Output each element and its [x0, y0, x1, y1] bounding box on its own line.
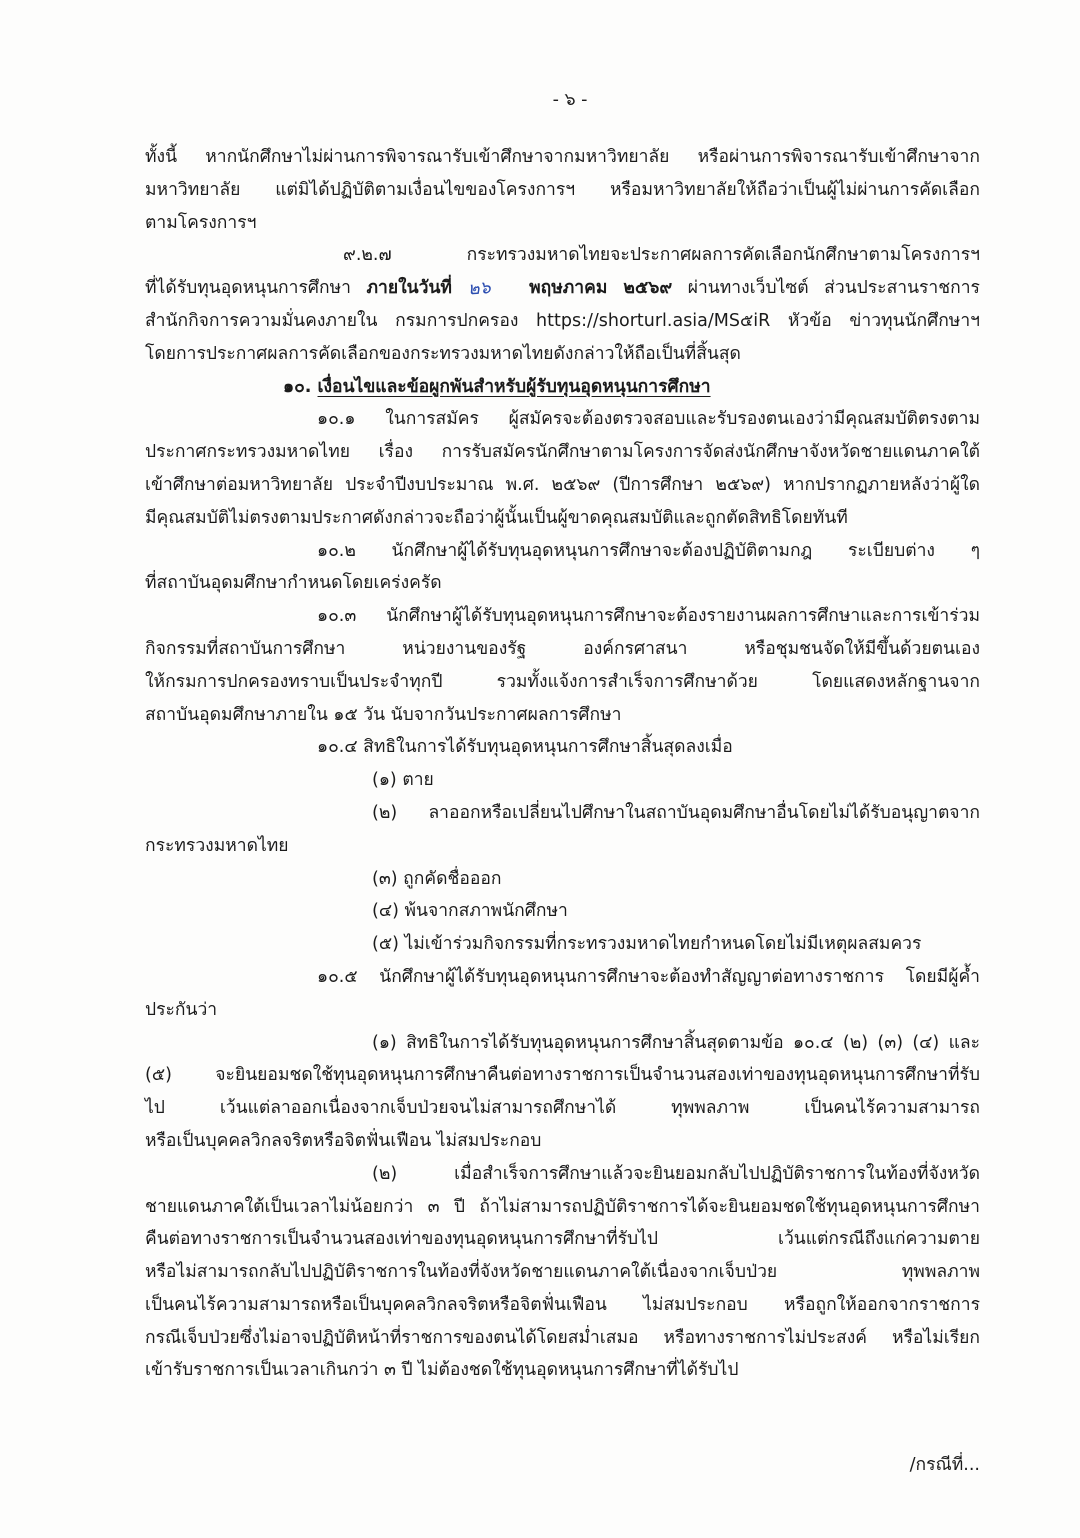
item-10-5-sub-2-line-2: ชายแดนภาคใต้เป็นเวลาไม่น้อยกว่า ๓ ปี ถ้าไม่สามารถปฏิบัติราชการได้จะยินยอมชดใช้ทุนอุดหนุนการศึกษา [145, 1196, 980, 1217]
section-10-number: ๑๐. [283, 376, 312, 397]
item-10-3-line-3: ให้กรมการปกครองทราบเป็นประจำทุกปี รวมทั้งแจ้งการสำเร็จการศึกษาด้วย โดยแสดงหลักฐานจาก [145, 671, 980, 692]
item-9-2-7-line-4: โดยการประกาศผลการคัดเลือกของกระทรวงมหาดไทยดังกล่าวให้ถือเป็นที่สิ้นสุด [145, 343, 741, 364]
item-10-5-line-1: ๑๐.๕ นักศึกษาผู้ได้รับทุนอุดหนุนการศึกษาจะต้องทำสัญญาต่อทางราชการ โดยมีผู้ค้ำ [317, 966, 980, 987]
section-10-heading [145, 371, 980, 404]
intro-line-1: ทั้งนี้ หากนักศึกษาไม่ผ่านการพิจารณารับเข้าศึกษาจากมหาวิทยาลัย หรือผ่านการพิจารณารับเข้าศึกษาจาก [145, 147, 980, 167]
item-10-4-sub-2-line-1: (๒) ลาออกหรือเปลี่ยนไปศึกษาในสถาบันอุดมศึกษาอื่นโดยไม่ได้รับอนุญาตจาก [372, 802, 980, 823]
item-10-5-sub-2-line-5: เป็นคนไร้ความสามารถหรือเป็นบุคคลวิกลจริตหรือจิตฟั่นเฟือน ไม่สมประกอบ หรือถูกให้ออกจากราชการ [145, 1294, 980, 1315]
item-10-5-sub-2-line-3: คืนต่อทางราชการเป็นจำนวนสองเท่าของทุนอุดหนุนการศึกษาที่รับไป เว้นแต่กรณีถึงแก่ความตาย [145, 1229, 980, 1250]
item-10-5-sub-1-line-2: (๕) จะยินยอมชดใช้ทุนอุดหนุนการศึกษาคืนต่อทางราชการเป็นจำนวนสองเท่าของทุนอุดหนุนการศึกษาที่รับ [145, 1065, 980, 1086]
item-10-3-line-4: สถาบันอุดมศึกษาภายใน ๑๕ วัน นับจากวันประกาศผลการศึกษา [145, 704, 622, 725]
item-10-5-sub-2-line-6: กรณีเจ็บป่วยซึ่งไม่อาจปฏิบัติหน้าที่ราชการของตนได้โดยสม่ำเสมอ หรือทางราชการไม่ประสงค์ หรือไม่เรียก [145, 1327, 980, 1348]
item-9-2-7-line-3: สำนักกิจการความมั่นคงภายใน กรมการปกครอง https://shorturl.asia/MS๕iR หัวข้อ ข่าวทุนนักศึกษาฯ [145, 310, 980, 331]
item-10-4-sub-1: (๑) ตาย [372, 770, 434, 791]
item-10-5-sub-2-line-1: (๒) เมื่อสำเร็จการศึกษาแล้วจะยินยอมกลับไปปฏิบัติราชการในท้องที่จังหวัด [372, 1163, 980, 1184]
item-10-4-sub-3: (๓) ถูกคัดชื่อออก [372, 868, 502, 889]
item-10-5-sub-2-line-7: เข้ารับราชการเป็นเวลาเกินกว่า ๓ ปี ไม่ต้องชดใช้ทุนอุดหนุนการศึกษาที่ได้รับไป [145, 1360, 739, 1381]
document-body [145, 141, 980, 1387]
item-10-2-line-2: ที่สถาบันอุดมศึกษากำหนดโดยเคร่งครัด [145, 573, 442, 594]
item-10-1-line-2: ประกาศกระทรวงมหาดไทย เรื่อง การรับสมัครนักศึกษาตามโครงการจัดส่งนักศึกษาจังหวัดชายแดนภาคใต้ [145, 442, 980, 463]
item-9-2-7-line-2 [145, 272, 980, 305]
item-9-2-7-line-1: ๙.๒.๗ กระทรวงมหาดไทยจะประกาศผลการคัดเลือกนักศึกษาตามโครงการฯ [343, 245, 980, 266]
item-10-4-sub-2-line-2: กระทรวงมหาดไทย [145, 835, 289, 856]
intro-line-3: ตามโครงการฯ [145, 212, 257, 233]
item-10-2-line-1: ๑๐.๒ นักศึกษาผู้ได้รับทุนอุดหนุนการศึกษาจะต้องปฏิบัติตามกฎ ระเบียบต่าง ๆ [317, 540, 980, 561]
item-10-5-sub-1-line-3: ไป เว้นแต่ลาออกเนื่องจากเจ็บป่วยจนไม่สามารถศึกษาได้ ทุพพลภาพ เป็นคนไร้ความสามารถ [145, 1098, 980, 1119]
continuation-marker: /กรณีที่... [909, 1455, 980, 1475]
handwritten-day: ๒๖ [466, 278, 491, 300]
item-10-5-sub-2-line-4: หรือไม่สามารถกลับไปปฏิบัติราชการในท้องที่จังหวัดชายแดนภาคใต้เนื่องจากเจ็บป่วย ทุพพลภาพ [145, 1262, 980, 1283]
item-10-3-line-1: ๑๐.๓ นักศึกษาผู้ได้รับทุนอุดหนุนการศึกษาจะต้องรายงานผลการศึกษาและการเข้าร่วม [317, 606, 980, 627]
item-10-4-sub-5: (๕) ไม่เข้าร่วมกิจกรรมที่กระทรวงมหาดไทยกำหนดโดยไม่มีเหตุผลสมควร [372, 934, 922, 955]
item-10-1-line-1: ๑๐.๑ ในการสมัคร ผู้สมัครจะต้องตรวจสอบและรับรองตนเองว่ามีคุณสมบัติตรงตาม [317, 409, 980, 430]
announce-suffix: ผ่านทางเว็บไซต์ ส่วนประสานราชการ [687, 278, 980, 299]
intro-line-2: มหาวิทยาลัย แต่มิได้ปฏิบัติตามเงื่อนไขของโครงการฯ หรือมหาวิทยาลัยให้ถือว่าเป็นผู้ไม่ผ่านการคัดเลือก [145, 179, 980, 200]
item-10-5-sub-1-line-1: (๑) สิทธิในการได้รับทุนอุดหนุนการศึกษาสิ้นสุดตามข้อ ๑๐.๔ (๒) (๓) (๔) และ [372, 1032, 980, 1053]
announce-within-date-label: ภายในวันที่ [366, 278, 452, 299]
item-10-1-line-3: เข้าศึกษาต่อมหาวิทยาลัย ประจำปีงบประมาณ พ.ศ. ๒๕๖๙ (ปีการศึกษา ๒๕๖๙) หากปรากฏภายหลังว่าผู้ใด [145, 474, 980, 495]
announce-prefix: ที่ได้รับทุนอุดหนุนการศึกษา [145, 278, 351, 299]
item-10-1-line-4: มีคุณสมบัติไม่ตรงตามประกาศดังกล่าวจะถือว่าผู้นั้นเป็นผู้ขาดคุณสมบัติและถูกตัดสิทธิโดยทันที [145, 507, 848, 528]
announce-month-year: พฤษภาคม ๒๕๖๙ [529, 278, 673, 299]
item-10-4-sub-4: (๔) พ้นจากสภาพนักศึกษา [372, 901, 568, 922]
page-number: - ๖ - [552, 90, 588, 110]
item-10-5-line-2: ประกันว่า [145, 999, 218, 1020]
item-10-5-sub-1-line-4: หรือเป็นบุคคลวิกลจริตหรือจิตฟั่นเฟือน ไม่สมประกอบ [145, 1130, 542, 1151]
item-10-3-line-2: กิจกรรมที่สถาบันการศึกษา หน่วยงานของรัฐ องค์กรศาสนา หรือชุมชนจัดให้มีขึ้นด้วยตนเอง [145, 638, 980, 659]
item-10-4-intro: ๑๐.๔ สิทธิในการได้รับทุนอุดหนุนการศึกษาสิ้นสุดลงเมื่อ [317, 737, 733, 758]
section-10-title: เงื่อนไขและข้อผูกพันสำหรับผู้รับทุนอุดหนุนการศึกษา [317, 376, 711, 397]
